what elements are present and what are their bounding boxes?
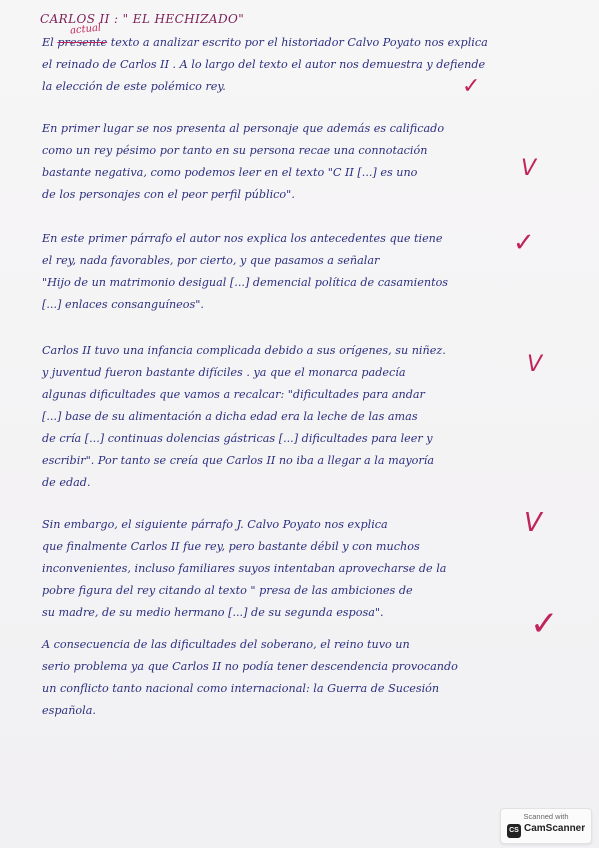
text-line: como un rey pésimo por tanto en su persona recae una connotación <box>42 144 428 157</box>
camscanner-watermark <box>500 808 592 844</box>
check-mark-icon: ✓ <box>530 604 559 644</box>
text-line: algunas dificultades que vamos a recalcar: "dificultades para andar <box>42 388 425 401</box>
paragraph-5 <box>42 514 537 624</box>
text-line: pobre figura del rey citando al texto " presa de las ambiciones de <box>42 584 413 597</box>
text-line: bastante negativa, como podemos leer en el texto "C II [...] es uno <box>42 166 418 179</box>
check-mark-icon: ✓ <box>462 74 481 99</box>
paragraph-6 <box>42 634 537 722</box>
text-line: y juventud fueron bastante difíciles . ya que el monarca padecía <box>42 366 406 379</box>
text-line: [...] enlaces consanguíneos". <box>42 298 204 311</box>
text-line: el reinado de Carlos II . A lo largo del texto el autor nos demuestra y defiende <box>42 58 486 71</box>
text-line: En este primer párrafo el autor nos explica los antecedentes que tiene <box>42 232 443 245</box>
text-line: serio problema ya que Carlos II no podía tener descendencia provocando <box>42 660 458 673</box>
text-line: que finalmente Carlos II fue rey, pero bastante débil y con muchos <box>42 540 420 553</box>
text-line: Carlos II tuvo una infancia complicada debido a sus orígenes, su niñez. <box>42 344 446 357</box>
text-line: escribir". Por tanto se creía que Carlos II no iba a llegar a la mayoría <box>42 454 435 467</box>
text-line: Sin embargo, el siguiente párrafo J. Calvo Poyato nos explica <box>42 518 388 531</box>
paragraph-4 <box>42 340 537 494</box>
camscanner-logo-icon: CS <box>507 824 521 838</box>
text-line: de los personajes con el peor perfil público". <box>42 188 295 201</box>
inserted-correction: actual <box>69 22 102 37</box>
document-title: CARLOS II : " EL HECHIZADO" <box>40 12 245 26</box>
check-mark-icon: V <box>521 156 537 181</box>
text-line: española. <box>42 704 96 717</box>
struck-word: presente <box>57 36 108 49</box>
text-line: la elección de este polémico rey. <box>42 80 226 93</box>
text-line: [...] base de su alimentación a dicha edad era la leche de las amas <box>42 410 418 423</box>
camscanner-brand: CamScanner <box>524 823 586 834</box>
text-line: de cría [...] continuas dolencias gástricas [...] dificultades para leer y <box>42 432 433 445</box>
text-line: El presente texto a analizar escrito por el historiador Calvo Poyato nos explica <box>42 36 488 49</box>
scanned-with-label: Scanned with <box>523 812 569 821</box>
text-line: A consecuencia de las dificultades del soberano, el reino tuvo un <box>42 638 410 651</box>
text-line: "Hijo de un matrimonio desigual [...] demencial política de casamientos <box>42 276 449 289</box>
text-line: En primer lugar se nos presenta al personaje que además es calificado <box>42 122 445 135</box>
text-line: de edad. <box>42 476 91 489</box>
text-line: un conflicto tanto nacional como internacional: la Guerra de Sucesión <box>42 682 440 695</box>
text-line: el rey, nada favorables, por cierto, y que pasamos a señalar <box>42 254 380 267</box>
text-line: su madre, de su medio hermano [...] de su segunda esposa". <box>42 606 384 619</box>
paragraph-3 <box>42 228 537 316</box>
check-mark-icon: V <box>527 352 543 377</box>
check-mark-icon: V <box>524 508 542 538</box>
check-mark-icon: ✓ <box>513 228 535 258</box>
paragraph-2 <box>42 118 537 206</box>
text-line: inconvenientes, incluso familiares suyos intentaban aprovecharse de la <box>42 562 447 575</box>
